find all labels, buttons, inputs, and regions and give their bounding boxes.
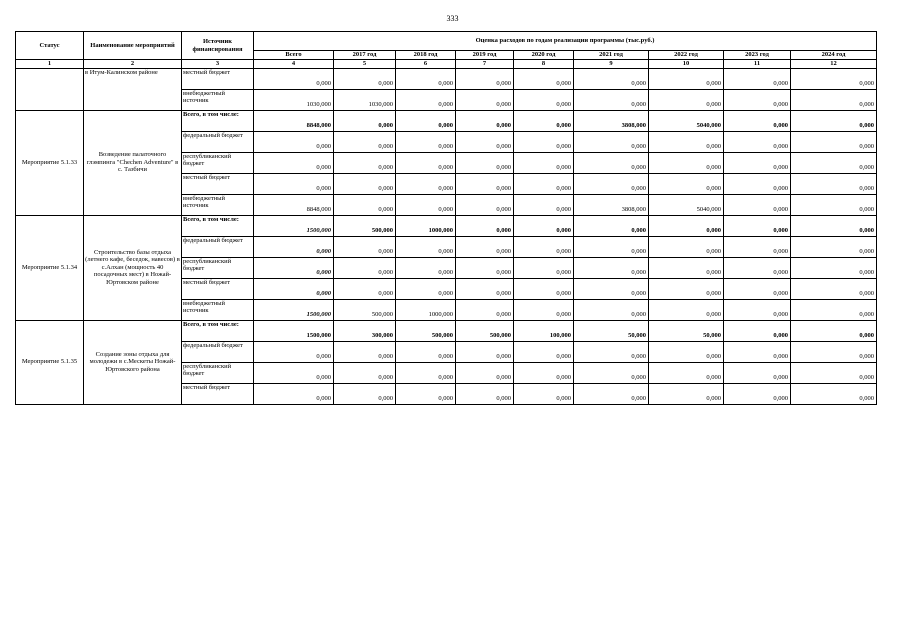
value-cell: 0,000 — [791, 341, 877, 362]
value-cell: 1500,000 — [254, 299, 334, 320]
value-cell: 0,000 — [514, 341, 574, 362]
funding-source-cell: местный бюджет — [182, 173, 254, 194]
value-cell: 0,000 — [791, 278, 877, 299]
value-cell: 0,000 — [574, 89, 649, 110]
funding-source-cell: республиканский бюджет — [182, 152, 254, 173]
value-cell: 0,000 — [514, 152, 574, 173]
value-cell: 0,000 — [724, 257, 791, 278]
value-cell: 0,000 — [649, 215, 724, 236]
value-cell: 0,000 — [396, 278, 456, 299]
header-col-6: 2022 год — [649, 51, 724, 60]
value-cell: 0,000 — [456, 299, 514, 320]
value-cell: 0,000 — [396, 89, 456, 110]
value-cell: 0,000 — [514, 236, 574, 257]
value-cell: 0,000 — [254, 236, 334, 257]
value-cell: 0,000 — [649, 173, 724, 194]
status-cell: Мероприятие 5.1.35 — [16, 320, 84, 404]
value-cell: 0,000 — [649, 131, 724, 152]
value-cell: 0,000 — [724, 341, 791, 362]
value-cell: 0,000 — [334, 68, 396, 89]
value-cell: 0,000 — [334, 110, 396, 131]
value-cell: 0,000 — [724, 89, 791, 110]
value-cell: 0,000 — [574, 341, 649, 362]
value-cell: 0,000 — [649, 236, 724, 257]
value-cell: 0,000 — [456, 194, 514, 215]
value-cell: 0,000 — [254, 383, 334, 404]
value-cell: 0,000 — [574, 383, 649, 404]
value-cell: 0,000 — [396, 341, 456, 362]
header-col-8: 2024 год — [791, 51, 877, 60]
value-cell: 0,000 — [724, 215, 791, 236]
value-cell: 0,000 — [254, 131, 334, 152]
value-cell: 0,000 — [724, 68, 791, 89]
value-cell: 0,000 — [574, 362, 649, 383]
value-cell: 0,000 — [791, 236, 877, 257]
measure-name-cell: Создание зоны отдыха для молодежи в с.Мескеты Ножай-Юртовского района — [84, 320, 182, 404]
value-cell: 0,000 — [649, 278, 724, 299]
value-cell: 0,000 — [456, 89, 514, 110]
value-cell: 0,000 — [514, 89, 574, 110]
value-cell: 0,000 — [724, 194, 791, 215]
header-status: Статус — [16, 32, 84, 60]
value-cell: 0,000 — [724, 362, 791, 383]
value-cell: 0,000 — [791, 215, 877, 236]
value-cell: 1500,000 — [254, 215, 334, 236]
header-col-7: 2023 год — [724, 51, 791, 60]
header-estimate: Оценка расходов по годам реализации программы (тыс.руб.) — [254, 32, 877, 51]
expense-table — [15, 31, 877, 405]
value-cell: 3808,000 — [574, 194, 649, 215]
funding-source-cell: местный бюджет — [182, 278, 254, 299]
value-cell: 0,000 — [724, 236, 791, 257]
table-row — [16, 320, 877, 341]
value-cell: 0,000 — [396, 68, 456, 89]
value-cell: 0,000 — [334, 257, 396, 278]
header-name: Наименование мероприятий — [84, 32, 182, 60]
value-cell: 0,000 — [456, 257, 514, 278]
value-cell: 100,000 — [514, 320, 574, 341]
value-cell: 0,000 — [574, 173, 649, 194]
value-cell: 0,000 — [456, 215, 514, 236]
table-row — [16, 68, 877, 89]
value-cell: 0,000 — [514, 215, 574, 236]
value-cell: 0,000 — [649, 152, 724, 173]
value-cell: 0,000 — [791, 320, 877, 341]
value-cell: 0,000 — [396, 257, 456, 278]
column-index: 3 — [182, 60, 254, 69]
column-index: 7 — [456, 60, 514, 69]
value-cell: 0,000 — [334, 131, 396, 152]
funding-source-cell: местный бюджет — [182, 383, 254, 404]
value-cell: 0,000 — [791, 194, 877, 215]
value-cell: 0,000 — [396, 194, 456, 215]
value-cell: 0,000 — [649, 89, 724, 110]
funding-source-cell: внебюджетный источник — [182, 299, 254, 320]
value-cell: 0,000 — [334, 383, 396, 404]
value-cell: 0,000 — [574, 215, 649, 236]
value-cell: 0,000 — [724, 320, 791, 341]
value-cell: 0,000 — [334, 278, 396, 299]
value-cell: 0,000 — [791, 110, 877, 131]
value-cell: 0,000 — [396, 362, 456, 383]
value-cell: 0,000 — [334, 362, 396, 383]
value-cell: 500,000 — [334, 299, 396, 320]
value-cell: 0,000 — [791, 362, 877, 383]
table-row — [16, 110, 877, 131]
value-cell: 0,000 — [334, 152, 396, 173]
column-index: 5 — [334, 60, 396, 69]
value-cell: 0,000 — [396, 236, 456, 257]
value-cell: 500,000 — [456, 320, 514, 341]
value-cell: 0,000 — [254, 173, 334, 194]
value-cell: 5040,000 — [649, 194, 724, 215]
value-cell: 0,000 — [724, 383, 791, 404]
value-cell: 0,000 — [334, 341, 396, 362]
value-cell: 0,000 — [649, 299, 724, 320]
column-index: 11 — [724, 60, 791, 69]
value-cell: 0,000 — [649, 68, 724, 89]
value-cell: 0,000 — [514, 110, 574, 131]
value-cell: 0,000 — [574, 131, 649, 152]
funding-source-cell: республиканский бюджет — [182, 362, 254, 383]
value-cell: 1500,000 — [254, 320, 334, 341]
value-cell: 0,000 — [724, 131, 791, 152]
value-cell: 0,000 — [724, 278, 791, 299]
value-cell: 0,000 — [791, 257, 877, 278]
value-cell: 0,000 — [724, 299, 791, 320]
value-cell: 0,000 — [396, 152, 456, 173]
value-cell: 0,000 — [574, 236, 649, 257]
value-cell: 0,000 — [396, 383, 456, 404]
column-index: 4 — [254, 60, 334, 69]
value-cell: 0,000 — [791, 383, 877, 404]
value-cell: 0,000 — [334, 173, 396, 194]
value-cell: 0,000 — [649, 257, 724, 278]
header-source: Источник финансирования — [182, 32, 254, 60]
value-cell: 0,000 — [724, 110, 791, 131]
value-cell: 0,000 — [574, 68, 649, 89]
value-cell: 0,000 — [724, 173, 791, 194]
measure-name-cell: Возведение палаточного глэмпинга "Chechen Adventure" в с. Тазбичи — [84, 110, 182, 215]
value-cell: 50,000 — [649, 320, 724, 341]
value-cell: 300,000 — [334, 320, 396, 341]
value-cell: 0,000 — [396, 110, 456, 131]
value-cell: 0,000 — [574, 152, 649, 173]
status-cell: Мероприятие 5.1.34 — [16, 215, 84, 320]
value-cell: 0,000 — [456, 110, 514, 131]
value-cell: 1030,000 — [254, 89, 334, 110]
value-cell: 0,000 — [254, 257, 334, 278]
value-cell: 0,000 — [574, 299, 649, 320]
value-cell: 0,000 — [514, 383, 574, 404]
status-cell — [16, 68, 84, 110]
value-cell: 0,000 — [514, 362, 574, 383]
value-cell: 0,000 — [396, 173, 456, 194]
value-cell: 0,000 — [254, 341, 334, 362]
value-cell: 0,000 — [574, 257, 649, 278]
value-cell: 1000,000 — [396, 215, 456, 236]
value-cell: 0,000 — [649, 383, 724, 404]
value-cell: 0,000 — [649, 341, 724, 362]
value-cell: 0,000 — [791, 152, 877, 173]
value-cell: 0,000 — [514, 278, 574, 299]
header-col-5: 2021 год — [574, 51, 649, 60]
value-cell: 8848,000 — [254, 110, 334, 131]
header-col-4: 2020 год — [514, 51, 574, 60]
funding-source-cell: федеральный бюджет — [182, 341, 254, 362]
value-cell: 0,000 — [514, 257, 574, 278]
value-cell: 500,000 — [396, 320, 456, 341]
funding-source-cell: республиканский бюджет — [182, 257, 254, 278]
value-cell: 0,000 — [456, 341, 514, 362]
value-cell: 0,000 — [514, 299, 574, 320]
status-cell: Мероприятие 5.1.33 — [16, 110, 84, 215]
column-index: 12 — [791, 60, 877, 69]
value-cell: 8848,000 — [254, 194, 334, 215]
funding-source-cell: внебюджетный источник — [182, 194, 254, 215]
value-cell: 0,000 — [456, 152, 514, 173]
value-cell: 0,000 — [456, 68, 514, 89]
value-cell: 0,000 — [791, 131, 877, 152]
value-cell: 0,000 — [456, 362, 514, 383]
value-cell: 0,000 — [456, 131, 514, 152]
value-cell: 0,000 — [396, 131, 456, 152]
funding-source-cell: Всего, в том числе: — [182, 215, 254, 236]
value-cell: 0,000 — [649, 362, 724, 383]
measure-name-cell: Строительство базы отдыха (летнего кафе, беседок, навесов) в с.Алхан (мощность 40 посадочных мест) в Ножай-Юртовском районе — [84, 215, 182, 320]
value-cell: 0,000 — [514, 68, 574, 89]
header-col-0: Всего — [254, 51, 334, 60]
value-cell: 1030,000 — [334, 89, 396, 110]
column-index: 10 — [649, 60, 724, 69]
funding-source-cell: федеральный бюджет — [182, 131, 254, 152]
column-index: 2 — [84, 60, 182, 69]
value-cell: 0,000 — [574, 278, 649, 299]
value-cell: 0,000 — [254, 278, 334, 299]
value-cell: 0,000 — [456, 236, 514, 257]
value-cell: 3808,000 — [574, 110, 649, 131]
value-cell: 0,000 — [791, 89, 877, 110]
measure-name-cell: в Итум-Калинском районе — [84, 68, 182, 110]
value-cell: 0,000 — [514, 173, 574, 194]
value-cell: 0,000 — [334, 236, 396, 257]
funding-source-cell: федеральный бюджет — [182, 236, 254, 257]
value-cell: 1000,000 — [396, 299, 456, 320]
column-index: 1 — [16, 60, 84, 69]
value-cell: 0,000 — [514, 194, 574, 215]
column-index: 6 — [396, 60, 456, 69]
value-cell: 0,000 — [514, 131, 574, 152]
value-cell: 5040,000 — [649, 110, 724, 131]
value-cell: 0,000 — [456, 383, 514, 404]
value-cell: 0,000 — [254, 68, 334, 89]
funding-source-cell: местный бюджет — [182, 68, 254, 89]
value-cell: 0,000 — [724, 152, 791, 173]
value-cell: 0,000 — [791, 173, 877, 194]
funding-source-cell: Всего, в том числе: — [182, 320, 254, 341]
value-cell: 0,000 — [456, 173, 514, 194]
column-index: 9 — [574, 60, 649, 69]
value-cell: 0,000 — [254, 152, 334, 173]
value-cell: 50,000 — [574, 320, 649, 341]
value-cell: 0,000 — [791, 68, 877, 89]
header-col-3: 2019 год — [456, 51, 514, 60]
funding-source-cell: внебюджетный источник — [182, 89, 254, 110]
header-col-2: 2018 год — [396, 51, 456, 60]
value-cell: 0,000 — [334, 194, 396, 215]
column-index: 8 — [514, 60, 574, 69]
value-cell: 0,000 — [791, 299, 877, 320]
value-cell: 0,000 — [254, 362, 334, 383]
value-cell: 500,000 — [334, 215, 396, 236]
header-col-1: 2017 год — [334, 51, 396, 60]
value-cell: 0,000 — [456, 278, 514, 299]
page-number: 333 — [446, 14, 459, 23]
funding-source-cell: Всего, в том числе: — [182, 110, 254, 131]
table-row — [16, 215, 877, 236]
